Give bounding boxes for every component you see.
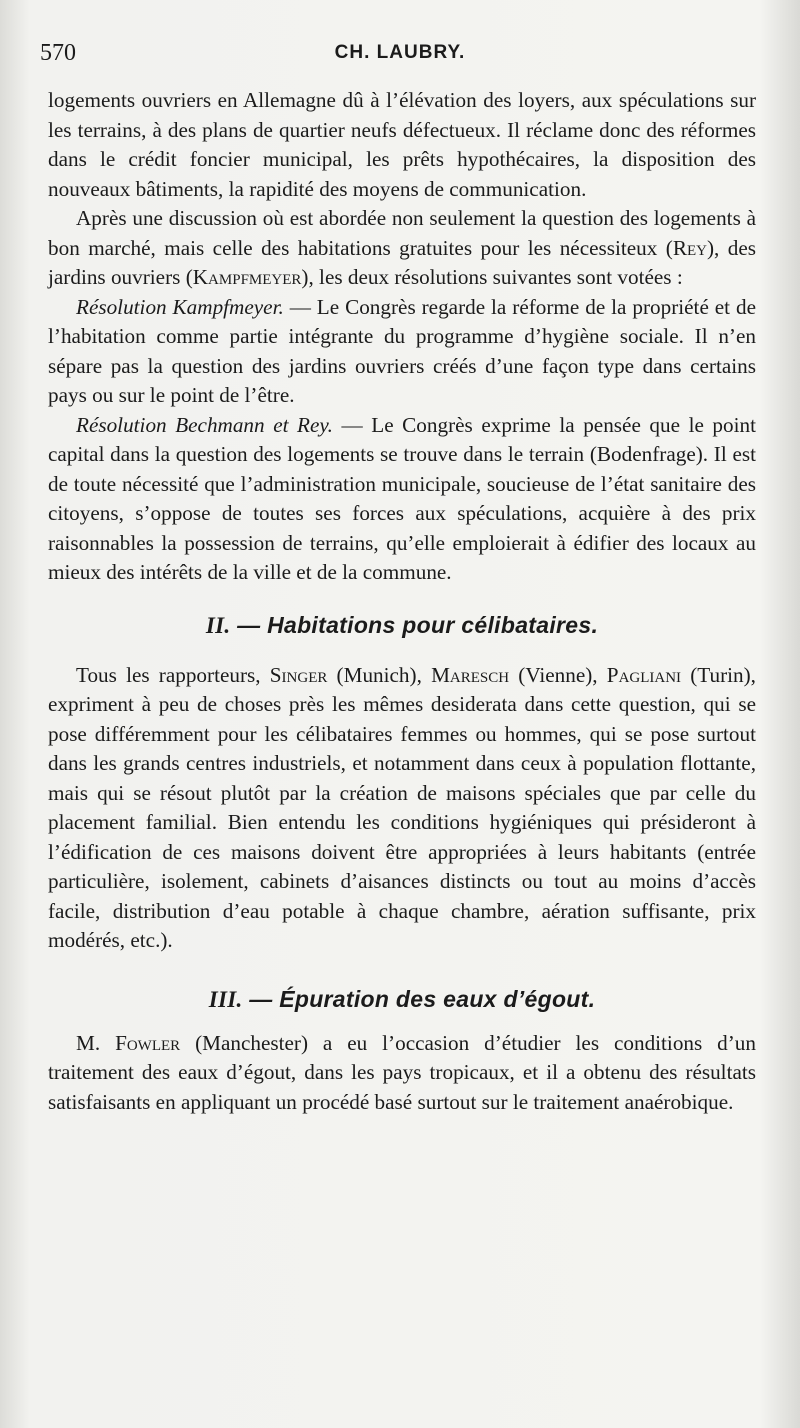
section-heading-epuration	[48, 984, 756, 1015]
paragraph-fowler	[48, 1029, 756, 1118]
section-heading-celibataires	[48, 610, 756, 641]
text-run: M.	[76, 1030, 116, 1055]
paragraph-rapporteurs	[48, 661, 756, 956]
resolution-text: — Le Congrès regarde la réforme de la propriété et de l’habitation comme partie intégrante du programme d’hygiène sociale. Il n’en sépare pas la question des jardins ouvriers créés d’une façon type dans certains pays ou sur le point de l’être.	[48, 294, 756, 407]
paragraph-discussion	[48, 204, 756, 293]
person-name: Singer	[269, 662, 328, 687]
section-title: — Épuration des eaux d’égout.	[249, 985, 596, 1012]
text-run: ), les deux résolutions suivantes sont votées :	[301, 265, 683, 289]
text-run: Tous les rapporteurs,	[76, 662, 270, 687]
person-name: Pagliani	[606, 662, 682, 687]
text-run: (Turin), expriment à peu de choses près les mêmes desiderata dans cette question, qui se pose différemment pour les célibataires femmes ou hommes, qui se pose surtout dans les grands centres industriels, et notamment dans ceux à population flottante, mais qui se résout plutôt par la création de maisons spéciales que par celle du placement familial. Bien entendu les conditions hygiéniques qui présideront à l’édification de ces maisons doivent être appropriées à leurs habitants (entrée particulière, isolement, cabinets d’aisances distincts ou tout au moins d’accès facile, distribution d’eau potable à chaque chambre, aération suffisante, prix modérés, etc.).	[48, 662, 756, 952]
text-run: (Vienne),	[509, 662, 607, 687]
running-head	[40, 40, 760, 72]
resolution-kampfmeyer	[48, 293, 756, 411]
resolution-text: — Le Congrès exprime la pensée que le point capital dans la question des logements se trouve dans le terrain (Bodenfrage). Il est de toute nécessité que l’administration municipale, soucieuse de l’état sanitaire des citoyens, s’oppose de toutes ses forces aux spéculations, acquière à des prix raisonnables la possession de terrains, qu’elle emploierait à édifier des locaux au mieux des intérêts de la ville et de la commune.	[48, 412, 756, 584]
section-title: — Habitations pour célibataires.	[237, 611, 599, 638]
resolution-title: Résolution Bechmann et Rey.	[76, 412, 333, 437]
resolution-bechmann-rey	[48, 411, 756, 588]
person-name: Maresch	[431, 662, 510, 687]
section-number: III.	[208, 986, 243, 1012]
text-run: Après une discussion où est abordée non seulement la question des logements à bon marché, mais celle des habitations gratuites pour les nécessiteux (	[48, 206, 756, 260]
text-run: ), des jardins ouvriers (	[48, 235, 756, 289]
person-name: Kampfmeyer	[192, 265, 302, 289]
running-title: CH. LAUBRY.	[334, 42, 466, 63]
resolution-title: Résolution Kampfmeyer.	[76, 294, 284, 319]
text-run: (Manchester) a eu l’occasion d’étudier les conditions d’un traitement des eaux d’égout, dans les pays tropicaux, et il a obtenu des résultats satisfaisants en appliquant un procédé basé surtout sur le traitement anaérobique.	[48, 1030, 756, 1114]
section-number: II.	[205, 612, 231, 638]
page-number: 570	[40, 40, 76, 66]
text-run: (Munich),	[327, 662, 432, 687]
person-name: Rey	[672, 235, 707, 260]
paragraph-continued: logements ouvriers en Allemagne dû à l’élévation des loyers, aux spéculations sur les terrains, à des plans de quartier neufs défectueux. Il réclame donc des réformes dans le crédit foncier municipal, les prêts hypothécaires, la disposition des nouveaux bâtiments, la rapidité des moyens de communication.	[48, 88, 756, 201]
body-text	[48, 86, 756, 1117]
person-name: Fowler	[115, 1030, 181, 1055]
